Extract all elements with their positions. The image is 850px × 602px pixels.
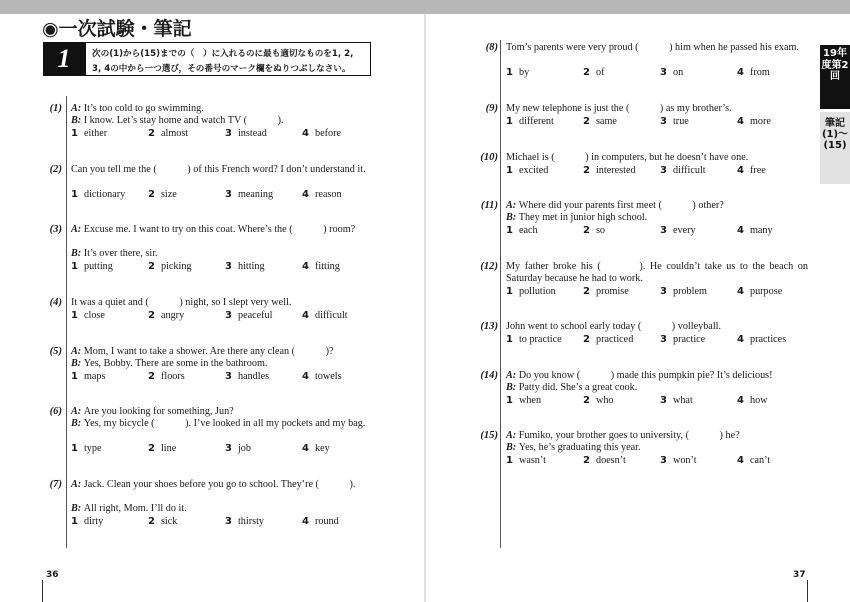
stem-text: Patty did. She’s a great cook. <box>518 382 638 394</box>
choice-text: peaceful <box>237 309 273 321</box>
choice-text: dirty <box>83 516 104 528</box>
choice-number: 4 <box>302 370 309 382</box>
choice-number: 2 <box>583 66 590 78</box>
answer-choice <box>660 455 697 467</box>
stem-text: My new telephone is just the ( ) as my brother’s. <box>506 103 732 114</box>
choice-text: what <box>672 394 693 406</box>
question-stem-line <box>71 346 373 358</box>
answer-choice <box>737 334 786 346</box>
question-number: (1) <box>49 103 62 114</box>
stem-text: Jack. Clean your shoes before you go to school. They’re ( ). <box>83 479 356 490</box>
choice-text: round <box>314 516 339 528</box>
question-stem-line <box>71 115 373 127</box>
stem-text: Yes, my bicycle ( ). I’ve looked in all my pockets and my bag. <box>83 418 366 430</box>
answer-choice <box>148 261 192 273</box>
answer-choice <box>302 261 340 273</box>
answer-choice <box>302 128 341 140</box>
answer-choice <box>583 165 636 177</box>
question-stem-line <box>71 503 373 515</box>
answer-choice <box>737 67 770 79</box>
answer-choice <box>737 116 771 128</box>
stem-text: They met in junior high school. <box>518 212 648 224</box>
choice-number: 4 <box>302 127 309 139</box>
book-spine <box>424 14 426 602</box>
choice-number: 1 <box>71 188 78 200</box>
choice-number: 1 <box>506 394 513 406</box>
choice-number: 1 <box>506 224 513 236</box>
choice-text: type <box>83 443 102 455</box>
choice-number: 4 <box>737 164 744 176</box>
question-stem-line <box>506 370 808 382</box>
answer-choice <box>737 165 766 177</box>
stem-text: My father broke his ( ). He couldn’t take us to the beach on Saturday because he had to work. <box>506 261 808 285</box>
choice-number: 2 <box>148 127 155 139</box>
choice-text: practices <box>749 333 787 345</box>
answer-choice <box>660 165 706 177</box>
question-number: (13) <box>480 321 498 332</box>
choice-text: many <box>749 224 773 236</box>
choice-text: maps <box>83 370 106 382</box>
choice-number: 2 <box>583 394 590 406</box>
stem-text: All right, Mom. I’ll do it. <box>83 503 187 515</box>
choice-text: reason <box>314 188 342 200</box>
answer-choice <box>737 395 768 407</box>
stem-text: Are you looking for something, Jun? <box>83 406 234 417</box>
speaker-label: B: <box>71 115 84 127</box>
stem-text: It was a quiet and ( ) night, so I slept very well. <box>71 297 292 308</box>
choice-number: 3 <box>225 188 232 200</box>
answer-choice <box>225 261 265 273</box>
answer-choice <box>506 225 538 237</box>
answer-choice <box>302 443 330 455</box>
choice-text: so <box>595 224 606 236</box>
answer-choice <box>583 334 633 346</box>
question-stem-line <box>71 164 373 176</box>
choice-text: each <box>518 224 538 236</box>
answer-choice <box>71 371 105 383</box>
choice-number: 4 <box>302 188 309 200</box>
choice-text: instead <box>237 127 267 139</box>
answer-choice <box>583 225 605 237</box>
top-bar <box>0 0 850 14</box>
speaker-label: A: <box>71 406 84 417</box>
stem-text: Yes, Bobby. There are some in the bathroom. <box>83 358 268 370</box>
answer-choice <box>506 67 529 79</box>
instruction-text: 次の(1)から(15)までの（ ）に入れるのに最も適切なものを1, 2, 3, 4の中から一つ選び，その番号のマーク欄をぬりつぶしなさい。 <box>85 42 371 76</box>
choice-text: problem <box>672 285 707 297</box>
question-stem-line <box>71 479 373 491</box>
question-number: (9) <box>485 103 498 114</box>
answer-choice <box>737 455 770 467</box>
answer-choice <box>71 261 113 273</box>
choice-number: 2 <box>583 454 590 466</box>
choice-number: 2 <box>148 261 155 273</box>
choice-number: 4 <box>737 224 744 236</box>
choice-number: 2 <box>148 370 155 382</box>
stem-text: Excuse me. I want to try on this coat. Where’s the ( ) room? <box>83 224 356 235</box>
choice-text: difficult <box>314 309 348 321</box>
choice-text: almost <box>160 127 189 139</box>
answer-choice <box>506 455 546 467</box>
section-title: ◉一次試験・筆記 <box>42 18 192 40</box>
answer-choice <box>660 334 705 346</box>
answer-choice <box>225 516 264 528</box>
choice-text: sick <box>160 516 178 528</box>
page-number-left: 36 <box>46 570 59 580</box>
choice-text: handles <box>237 370 270 382</box>
choice-number: 2 <box>148 188 155 200</box>
choice-number: 1 <box>506 164 513 176</box>
choice-number: 3 <box>225 261 232 273</box>
choice-number: 2 <box>148 309 155 321</box>
answer-choice <box>660 286 707 298</box>
choice-number: 4 <box>737 66 744 78</box>
answer-choice <box>71 310 105 322</box>
choice-text: more <box>749 115 771 127</box>
question-number: (7) <box>49 479 62 490</box>
choice-text: towels <box>314 370 342 382</box>
speaker-label: B: <box>71 358 84 370</box>
choice-text: fitting <box>314 261 340 273</box>
answer-choice <box>506 165 548 177</box>
speaker-label: A: <box>506 200 519 211</box>
choice-text: job <box>237 443 251 455</box>
choice-text: either <box>83 127 108 139</box>
question-stem-line <box>506 382 808 394</box>
answer-choice <box>506 286 556 298</box>
choice-text: can’t <box>749 454 771 466</box>
choice-number: 3 <box>225 370 232 382</box>
answer-choice <box>148 443 176 455</box>
choice-number: 2 <box>583 224 590 236</box>
choice-number: 3 <box>225 516 232 528</box>
right-page <box>425 14 837 594</box>
question-number: (8) <box>485 42 498 53</box>
choice-text: thirsty <box>237 516 265 528</box>
choice-text: to practice <box>518 333 562 345</box>
choice-number: 1 <box>71 127 78 139</box>
choice-text: promise <box>595 285 629 297</box>
question-number: (15) <box>480 430 498 441</box>
choice-text: close <box>83 309 105 321</box>
choice-number: 1 <box>506 66 513 78</box>
stem-text: I know. Let’s stay home and watch TV ( ). <box>83 115 284 127</box>
speaker-label: B: <box>506 442 519 454</box>
speaker-label: B: <box>71 418 84 430</box>
right-margin-rule <box>500 40 501 548</box>
choice-text: pollution <box>518 285 556 297</box>
choice-number: 2 <box>583 333 590 345</box>
question-stem-line <box>71 248 373 260</box>
stem-text: Yes, he’s graduating this year. <box>518 442 641 454</box>
answer-choice <box>302 371 342 383</box>
choice-number: 3 <box>225 127 232 139</box>
side-tab-section: 筆記(1)〜(15) <box>820 112 850 184</box>
speaker-label: B: <box>71 503 84 515</box>
answer-choice <box>71 443 102 455</box>
answer-choice <box>148 189 177 201</box>
speaker-label: B: <box>71 248 84 260</box>
choice-number: 1 <box>71 309 78 321</box>
choice-text: who <box>595 394 614 406</box>
choice-text: by <box>518 66 530 78</box>
choice-text: same <box>595 115 617 127</box>
answer-choice <box>148 371 185 383</box>
answer-choice <box>660 67 683 79</box>
answer-choice <box>225 310 272 322</box>
question-number: (2) <box>49 164 62 175</box>
choice-text: line <box>160 443 177 455</box>
choice-number: 3 <box>660 115 667 127</box>
answer-choice <box>506 116 554 128</box>
choice-number: 3 <box>660 333 667 345</box>
question-number: (14) <box>480 370 498 381</box>
question-stem-line <box>71 103 373 115</box>
choice-number: 4 <box>737 454 744 466</box>
question-stem-line <box>71 358 373 370</box>
choice-number: 2 <box>583 164 590 176</box>
choice-text: putting <box>83 261 113 273</box>
choice-text: purpose <box>749 285 783 297</box>
answer-choice <box>660 116 689 128</box>
choice-number: 2 <box>583 285 590 297</box>
choice-text: difficult <box>672 164 706 176</box>
choice-text: practiced <box>595 333 634 345</box>
answer-choice <box>660 225 696 237</box>
choice-text: before <box>314 127 341 139</box>
answer-choice <box>225 128 267 140</box>
choice-text: interested <box>595 164 636 176</box>
side-tab-year: 19年度第2回 <box>820 45 850 109</box>
choice-number: 1 <box>71 261 78 273</box>
answer-choice <box>660 395 693 407</box>
answer-choice <box>148 128 188 140</box>
answer-choice <box>148 310 184 322</box>
left-margin-rule <box>66 96 67 548</box>
choice-text: angry <box>160 309 185 321</box>
choice-text: floors <box>160 370 185 382</box>
choice-text: every <box>672 224 696 236</box>
answer-choice <box>71 128 107 140</box>
page-number-rule-left <box>42 580 43 602</box>
choice-text: dictionary <box>83 188 126 200</box>
speaker-label: A: <box>71 346 84 357</box>
stem-text: Do you know ( ) made this pumpkin pie? It’s delicious! <box>518 370 773 381</box>
choice-number: 1 <box>71 370 78 382</box>
stem-text: It’s over there, sir. <box>83 248 158 260</box>
stem-text: Michael is ( ) in computers, but he doesn’t have one. <box>506 152 749 163</box>
question-stem-line <box>506 42 808 54</box>
choice-number: 1 <box>71 443 78 455</box>
choice-number: 3 <box>660 224 667 236</box>
choice-text: practice <box>672 333 706 345</box>
choice-number: 3 <box>660 394 667 406</box>
choice-number: 2 <box>583 115 590 127</box>
question-number: (6) <box>49 406 62 417</box>
choice-text: of <box>595 66 605 78</box>
question-stem-line <box>71 297 373 309</box>
answer-choice <box>737 225 773 237</box>
choice-text: meaning <box>237 188 274 200</box>
choice-text: size <box>160 188 177 200</box>
question-stem-line <box>506 103 808 115</box>
choice-text: free <box>749 164 766 176</box>
question-number: (5) <box>49 346 62 357</box>
answer-choice <box>71 516 103 528</box>
choice-number: 4 <box>302 443 309 455</box>
choice-text: doesn’t <box>595 454 626 466</box>
choice-number: 3 <box>225 309 232 321</box>
stem-text: It’s too cold to go swimming. <box>83 103 204 114</box>
choice-number: 2 <box>148 443 155 455</box>
question-number: (3) <box>49 224 62 235</box>
choice-number: 1 <box>506 115 513 127</box>
choice-number: 1 <box>506 454 513 466</box>
choice-text: when <box>518 394 542 406</box>
answer-choice <box>302 516 339 528</box>
question-number: (11) <box>480 200 498 211</box>
speaker-label: A: <box>506 430 519 441</box>
choice-text: true <box>672 115 689 127</box>
answer-choice <box>583 395 614 407</box>
stem-text: Tom’s parents were very proud ( ) him when he passed his exam. <box>506 42 799 53</box>
choice-number: 4 <box>302 309 309 321</box>
choice-number: 4 <box>302 261 309 273</box>
question-number: (4) <box>49 297 62 308</box>
choice-number: 3 <box>660 66 667 78</box>
speaker-label: A: <box>71 103 84 114</box>
choice-text: on <box>672 66 684 78</box>
question-stem-line <box>506 152 808 164</box>
answer-choice <box>302 310 348 322</box>
choice-text: excited <box>518 164 549 176</box>
question-stem-line <box>506 212 808 224</box>
choice-text: different <box>518 115 554 127</box>
choice-text: won’t <box>672 454 697 466</box>
speaker-label: A: <box>71 224 84 235</box>
speaker-label: A: <box>71 479 84 490</box>
speaker-label: A: <box>506 370 519 381</box>
page-number-rule-right <box>807 580 808 602</box>
choice-number: 2 <box>148 516 155 528</box>
answer-choice <box>737 286 782 298</box>
choice-text: key <box>314 443 330 455</box>
question-number: (12) <box>480 261 498 272</box>
answer-choice <box>506 395 541 407</box>
question-stem-line <box>506 430 808 442</box>
answer-choice <box>71 189 125 201</box>
speaker-label: B: <box>506 382 519 394</box>
answer-choice <box>583 67 604 79</box>
answer-choice <box>583 455 626 467</box>
answer-choice <box>225 189 273 201</box>
choice-number: 3 <box>660 285 667 297</box>
choice-number: 4 <box>737 394 744 406</box>
choice-text: how <box>749 394 768 406</box>
choice-number: 1 <box>506 333 513 345</box>
answer-choice <box>302 189 342 201</box>
choice-number: 4 <box>737 285 744 297</box>
answer-choice <box>148 516 177 528</box>
choice-text: from <box>749 66 770 78</box>
question-stem-line <box>506 442 808 454</box>
part-number-badge: 1 <box>43 42 85 76</box>
question-stem-line <box>71 224 373 236</box>
choice-number: 1 <box>71 516 78 528</box>
choice-text: picking <box>160 261 192 273</box>
answer-choice <box>506 334 562 346</box>
choice-text: wasn’t <box>518 454 546 466</box>
choice-number: 4 <box>737 115 744 127</box>
question-stem-line <box>71 418 373 430</box>
answer-choice <box>225 371 269 383</box>
choice-number: 4 <box>302 516 309 528</box>
answer-choice <box>583 286 629 298</box>
question-stem-line <box>506 200 808 212</box>
question-stem-line <box>506 261 808 285</box>
stem-text: John went to school early today ( ) volleyball. <box>506 321 722 332</box>
page-number-right: 37 <box>793 570 806 580</box>
choice-number: 3 <box>660 164 667 176</box>
answer-choice <box>225 443 251 455</box>
stem-text: Where did your parents first meet ( ) other? <box>518 200 724 211</box>
choice-number: 4 <box>737 333 744 345</box>
question-number: (10) <box>480 152 498 163</box>
stem-text: Mom, I want to take a shower. Are there any clean ( )? <box>83 346 334 357</box>
choice-text: hitting <box>237 261 265 273</box>
answer-choice <box>583 116 617 128</box>
stem-text: Can you tell me the ( ) of this French word? I don’t understand it. <box>71 164 366 175</box>
choice-number: 1 <box>506 285 513 297</box>
choice-number: 3 <box>225 443 232 455</box>
question-stem-line <box>506 321 808 333</box>
question-stem-line <box>71 406 373 418</box>
choice-number: 3 <box>660 454 667 466</box>
stem-text: Fumiko, your brother goes to university, ( ) he? <box>518 430 740 441</box>
speaker-label: B: <box>506 212 519 224</box>
